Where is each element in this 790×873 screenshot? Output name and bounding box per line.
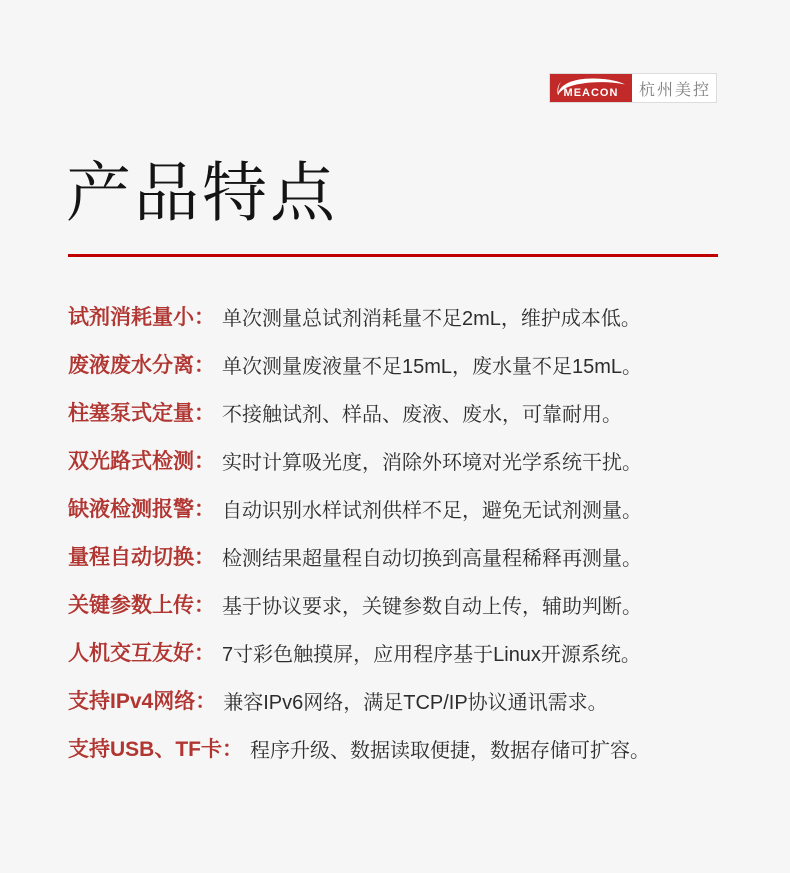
feature-description: 单次测量总试剂消耗量不足2mL，维护成本低。 bbox=[222, 307, 641, 330]
feature-item bbox=[68, 676, 750, 724]
feature-item bbox=[68, 724, 750, 772]
feature-description: 7寸彩色触摸屏，应用程序基于Linux开源系统。 bbox=[222, 643, 641, 666]
feature-description: 检测结果超量程自动切换到高量程稀释再测量。 bbox=[222, 547, 642, 570]
feature-item bbox=[68, 484, 750, 532]
feature-description: 程序升级、数据读取便捷，数据存储可扩容。 bbox=[250, 739, 650, 762]
feature-item bbox=[68, 580, 750, 628]
brand-logo bbox=[549, 73, 717, 103]
feature-description: 单次测量废液量不足15mL，废水量不足15mL。 bbox=[222, 355, 643, 378]
feature-item bbox=[68, 292, 750, 340]
feature-description: 基于协议要求，关键参数自动上传，辅助判断。 bbox=[222, 595, 642, 618]
feature-label: 支持USB、TF卡： bbox=[68, 738, 243, 761]
feature-description: 不接触试剂、样品、废液、废水，可靠耐用。 bbox=[222, 403, 622, 426]
feature-label: 关键参数上传： bbox=[68, 594, 215, 617]
feature-label: 量程自动切换： bbox=[68, 546, 215, 569]
feature-item bbox=[68, 628, 750, 676]
brand-name-cn: 杭州美控 bbox=[638, 81, 711, 99]
brand-name-en: MEACON bbox=[563, 87, 619, 99]
feature-label: 支持IPv4网络： bbox=[68, 690, 217, 713]
feature-label: 柱塞泵式定量： bbox=[68, 402, 215, 425]
feature-label: 人机交互友好： bbox=[68, 642, 215, 665]
page-title: 产品特点 bbox=[66, 156, 339, 229]
feature-list bbox=[68, 292, 750, 772]
feature-label: 双光路式检测： bbox=[68, 450, 215, 473]
feature-item bbox=[68, 532, 750, 580]
feature-item bbox=[68, 436, 750, 484]
feature-description: 自动识别水样试剂供样不足，避免无试剂测量。 bbox=[222, 499, 642, 522]
feature-item bbox=[68, 340, 750, 388]
meacon-logo-mark bbox=[550, 74, 632, 102]
feature-item bbox=[68, 388, 750, 436]
title-underline bbox=[68, 254, 718, 257]
feature-label: 废液废水分离： bbox=[68, 354, 215, 377]
feature-description: 实时计算吸光度，消除外环境对光学系统干扰。 bbox=[222, 451, 642, 474]
feature-label: 试剂消耗量小： bbox=[68, 306, 215, 329]
feature-description: 兼容IPv6网络，满足TCP/IP协议通讯需求。 bbox=[223, 691, 608, 714]
feature-label: 缺液检测报警： bbox=[68, 498, 215, 521]
